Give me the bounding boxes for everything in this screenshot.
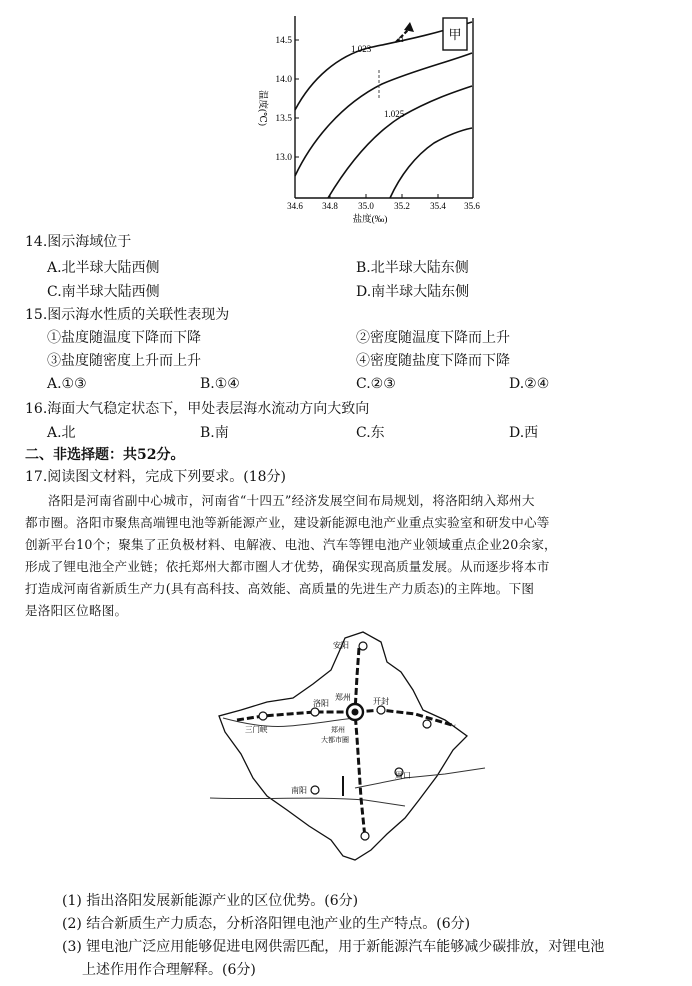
curve-label: 1.023 — [351, 44, 372, 54]
x-axis-label: 盐度(‰) — [352, 215, 388, 225]
question-14-option[interactable]: D.南半球大陆东侧 — [356, 284, 470, 300]
question-14-option[interactable]: C.南半球大陆西侧 — [47, 284, 160, 300]
question-15-option[interactable]: C.②③ — [356, 376, 396, 392]
question-16-stem: 16.海面大气稳定状态下，甲处表层海水流动方向大致向 — [25, 401, 370, 417]
y-tick-label: 14.0 — [275, 75, 292, 85]
sub-question: (1) 指出洛阳发展新能源产业的区位优势。(6分) — [62, 893, 359, 909]
x-tick-label: 34.6 — [287, 201, 303, 211]
passage-line: 都市圈。洛阳市聚焦高端锂电池等新能源产业，建设新能源电池产业重点实验室和研发中心等 — [25, 515, 550, 530]
province-outline — [219, 632, 467, 860]
city-label-sanmenxia: 三门峡 — [245, 725, 268, 734]
curve-label: 1.025 — [384, 109, 405, 119]
metro-label: 大都市圈 — [321, 736, 349, 744]
city-label-zhoukou: 周口 — [395, 771, 411, 780]
y-tick-label: 13.0 — [275, 153, 292, 163]
passage-line: 创新平台10个；聚集了正负极材料、电解液、电池、汽车等锂电池产业领域重点企业20余家， — [25, 537, 557, 552]
question-15-stem: 15.图示海水性质的关联性表现为 — [25, 307, 230, 323]
question-15-option[interactable]: A.①③ — [47, 376, 87, 392]
question-14-option[interactable]: B.北半球大陆东侧 — [356, 260, 469, 276]
passage-line: 打造成河南省新质生产力(具有高科技、高效能、高质量的先进生产力质态)的主阵地。下图 — [25, 581, 535, 596]
city-label-anyang: 安阳 — [333, 641, 349, 650]
city-label-kaifeng: 开封 — [373, 697, 389, 706]
city-label-nanyang: 南阳 — [291, 786, 307, 795]
question-17-title: 17.阅读图文材料，完成下列要求。(18分) — [25, 469, 287, 485]
x-tick-label: 35.4 — [430, 201, 446, 211]
question-16-option[interactable]: D.西 — [509, 425, 539, 441]
x-tick-label: 34.8 — [322, 201, 338, 211]
x-tick-label: 35.0 — [358, 201, 374, 211]
sub-question: 上述作用作合理解释。(6分) — [82, 962, 256, 978]
question-15-option[interactable]: B.①④ — [200, 376, 240, 392]
x-tick-label: 35.2 — [394, 201, 410, 211]
boundary-line — [355, 768, 485, 788]
density-curve — [390, 128, 472, 198]
boundary-line — [210, 798, 405, 806]
svg-text:41: 41 — [397, 36, 404, 44]
city-label-zhengzhou: 郑州 — [335, 693, 351, 702]
passage-line: 洛阳是河南省副中心城市，河南省“十四五”经济发展空间布局规划，将洛阳纳入郑州大 — [48, 493, 535, 508]
question-15-statement: ②密度随温度下降而上升 — [356, 330, 510, 346]
zhengzhou-marker — [347, 704, 363, 720]
sub-question: (3) 锂电池广泛应用能够促进电网供需匹配，用于新能源汽车能够减少碳排放，对锂电池 — [62, 939, 605, 955]
sub-question: (2) 结合新质生产力质态，分析洛阳锂电池产业的生产特点。(6分) — [62, 916, 471, 932]
section-2-heading: 二、非选择题：共52分。 — [25, 447, 185, 463]
y-axis-label: 温度(℃) — [257, 90, 267, 126]
passage-line: 形成了锂电池全产业链；依托郑州大都市圈人才优势，确保实现高质量发展。从而逐步将本市 — [25, 559, 550, 574]
city-label-luoyang: 洛阳 — [313, 699, 329, 708]
question-16-option[interactable]: B.南 — [200, 425, 229, 441]
question-16-option[interactable]: A.北 — [47, 425, 76, 441]
passage-line: 是洛阳区位略图。 — [25, 603, 128, 618]
question-14-option[interactable]: A.北半球大陆西侧 — [47, 260, 160, 276]
salinity-temperature-chart — [250, 8, 490, 230]
y-tick-label: 14.5 — [275, 36, 292, 46]
question-14-stem: 14.图示海域位于 — [25, 234, 132, 250]
metro-label: 郑州 — [331, 726, 345, 734]
question-15-statement: ①盐度随温度下降而下降 — [47, 330, 201, 346]
y-tick-label: 13.5 — [275, 114, 292, 124]
question-16-option[interactable]: C.东 — [356, 425, 385, 441]
luoyang-location-map — [205, 628, 505, 878]
question-15-statement: ④密度随盐度下降而下降 — [356, 353, 510, 369]
x-tick-label: 35.6 — [464, 201, 480, 211]
question-15-option[interactable]: D.②④ — [509, 376, 550, 392]
jia-marker-label: 甲 — [448, 27, 462, 42]
question-15-statement: ③盐度随密度上升而上升 — [47, 353, 201, 369]
density-curve — [328, 86, 472, 198]
